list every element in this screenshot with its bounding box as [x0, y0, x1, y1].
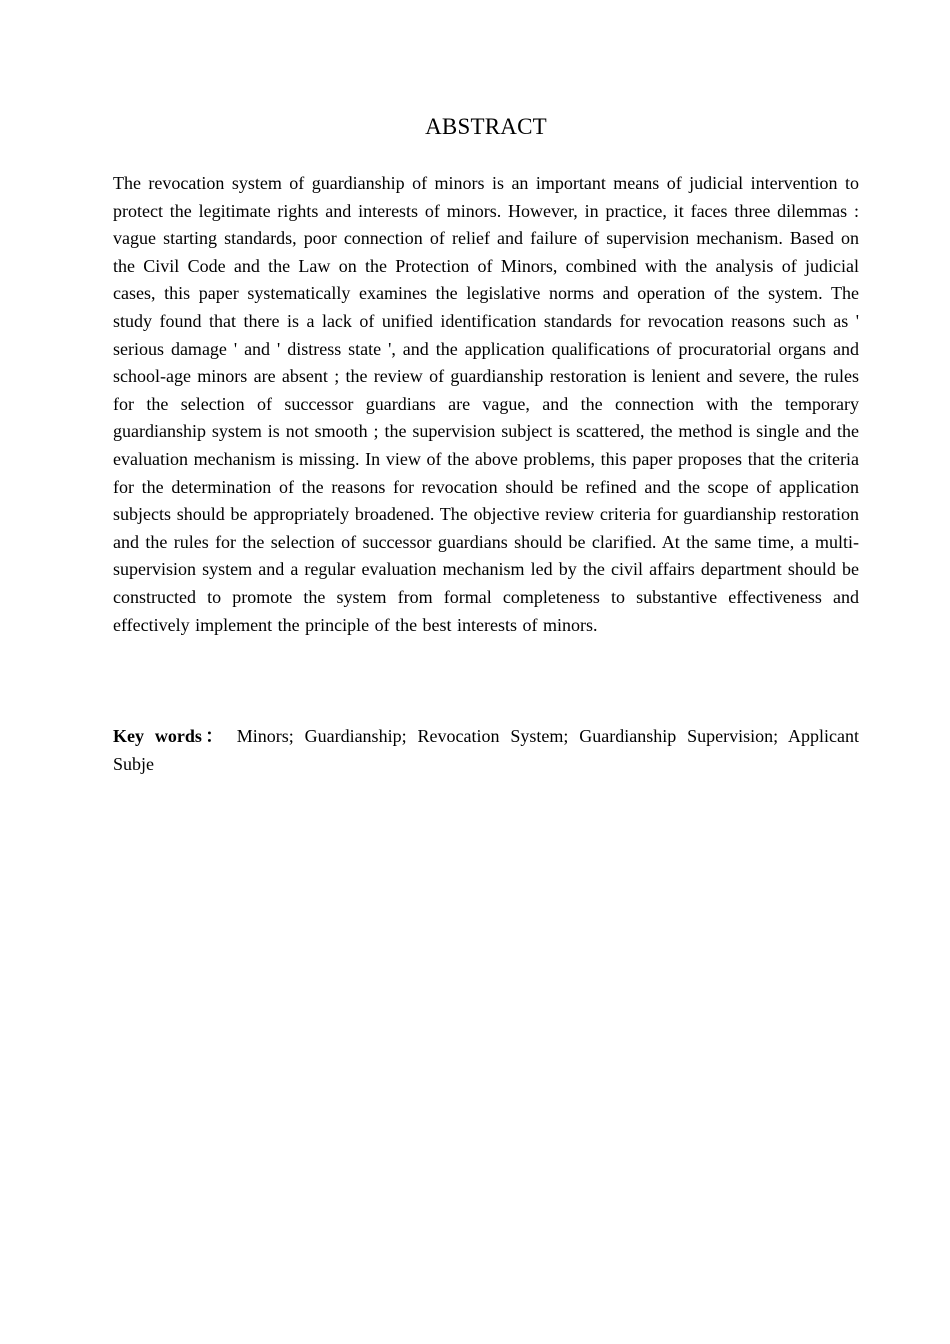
keywords-text: Minors; Guardianship; Revocation System; Guardianship Supervision; Applicant Subje	[113, 726, 859, 774]
abstract-body: The revocation system of guardianship of minors is an important means of judicial intervention to protect the legitimate rights and interests of minors. However, in practice, it faces three dilemmas : vague starting standards, poor connection of relief and failure of supervision mechanism. Based on the Civil Code and the Law on the Protection of Minors, combined with the analysis of judicial cases, this paper systematically examines the legislative norms and operation of the system. The study found that there is a lack of unified identification standards for revocation reasons such as ' serious damage ' and ' distress state ', and the application qualifications of procuratorial organs and school-age minors are absent ; the review of guardianship restoration is lenient and severe, the rules for the selection of successor guardians are vague, and the connection with the temporary guardianship system is not smooth ; the supervision subject is scattered, the method is single and the evaluation mechanism is missing. In view of the above problems, this paper proposes that the criteria for the determination of the reasons for revocation should be refined and the scope of application subjects should be appropriately broadened. The objective review criteria for guardianship restoration and the rules for the selection of successor guardians should be clarified. At the same time, a multi-supervision system and a regular evaluation mechanism led by the civil affairs department should be constructed to promote the system from formal completeness to substantive effectiveness and effectively implement the principle of the best interests of minors.	[113, 173, 859, 635]
keywords-line	[113, 722, 859, 778]
keywords-label: Key words：	[113, 726, 227, 746]
abstract-title: ABSTRACT	[425, 114, 547, 139]
